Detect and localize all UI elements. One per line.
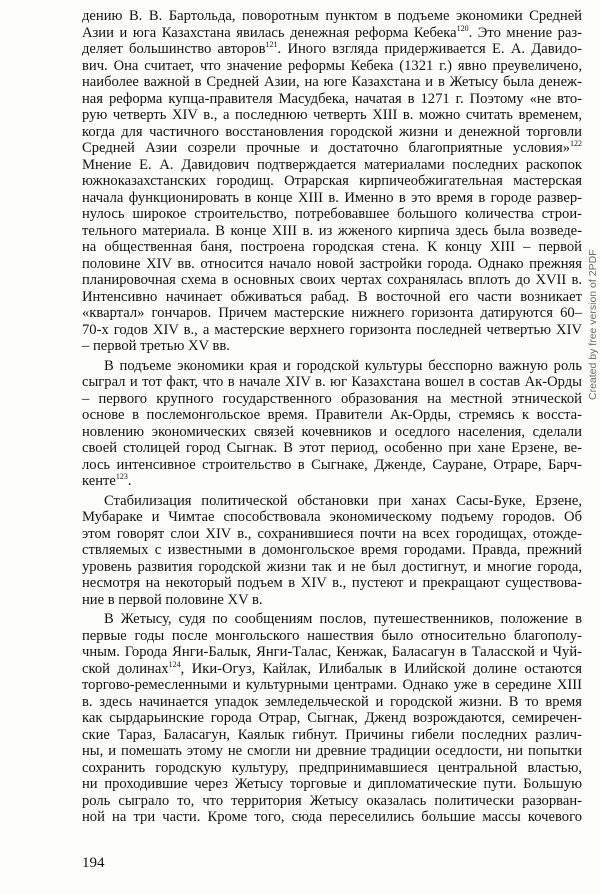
text-line: наиболее важной в Средней Азии, на юге Казахстана и в Жетысу была денеж- [82, 74, 582, 90]
text-line: 70-х годов XIV в., а мастерские верхнего горизонта последней четвертью XIV [82, 321, 582, 338]
text-line: В Жетысу, судя по сообщениям послов, путешественников, положение в [104, 611, 582, 627]
text-line: сыграл и тот факт, что в начале XIV в. юг Казахстана вошел в состав Ак-Орды [82, 374, 582, 390]
text-line: несмотря на некоторый подъем в XIV в., пустеют и прекращают существова- [82, 575, 582, 591]
footnote-ref: 123 [115, 472, 128, 482]
text-line: Стабилизация политической обстановки при ханах Сасы-Буке, Ерзене, [104, 492, 582, 509]
text-line: новлению экономических связей кочевников и оседлого населения, сделали [82, 423, 582, 440]
paragraph-1 [82, 8, 582, 355]
text-line: «квартал» гончаров. Причем мастерские нижнего горизонта датируются 60– [82, 305, 582, 321]
paragraph-4 [82, 611, 582, 826]
text-line: В подъеме экономики края и городской культуры бесспорно важную роль [104, 357, 582, 374]
paragraph-3 [82, 493, 582, 609]
text-line: этом говорят слои XIV в., сохранившиеся почти на всех городищах, отожде- [82, 525, 582, 542]
text-line: на общественная баня, построена городская стена. К концу XIII – первой [82, 239, 582, 255]
watermark-text: Created by free version of 2PDF [587, 249, 599, 400]
text-line: половине XIV вв. относится начало новой застройки города. Однако прежняя [82, 255, 582, 272]
text-line: рую четверть XIV в., а последнюю четверть XIII в. можно считать временем, [82, 107, 582, 123]
text-line: когда для частичного восстановления городской жизни и денежной торговли [82, 123, 582, 140]
text-line: лось интенсивное строительство в Сыгнаке, Дженде, Сауране, Отраре, Барч- [82, 456, 582, 473]
text-line: ствляемых с известными в домонгольское время городами. Правда, прежний [82, 542, 582, 558]
text-line: ской долинах$^{124}$, Ики-Огуз, Кайлак, Илибалык в Илийской долине остаются [82, 659, 582, 677]
text-line: в. здесь начинается упадок земледельческой и городской жизни. В то время [82, 693, 582, 710]
body-text [82, 8, 582, 826]
page-number: 194 [82, 855, 105, 871]
text-line: роль сыграло то, что территория Жетысу оказалась политически разорван- [82, 792, 582, 809]
text-line: планировочная схема в основных своих чертах сохранялась вплоть до XVII в. [82, 272, 582, 288]
text-line: Мубараке и Чимтае способствовала экономическому подъему городов. Об [82, 509, 582, 525]
text-line: ная реформа купца-правителя Масудбека, начатая в 1271 г. Поэтому «не вто- [82, 90, 582, 107]
footnote-ref: 121 [265, 40, 278, 50]
text-line: Средней Азии созрели прочные и достаточно благоприятные условия»$^{122}$ [82, 139, 582, 156]
text-line: деляет большинство авторов$^{121}$. Иного взгляда придерживается Е. А. Давидо- [82, 40, 582, 57]
text-line: ни проходившие через Жетысу торговые и дипломатические пути. Большую [82, 776, 582, 792]
text-line: уровень развития городской жизни так и не был достигнут, и многие города, [82, 558, 582, 575]
text-line: как сырдарьинские города Отрар, Сыгнак, Дженд возрождаются, семиречен- [82, 710, 582, 726]
text-line: начала функционировать в конце XIII в. Именно в это время в городе развер- [82, 189, 582, 206]
text-line: своей столицей город Сыгнак. В этот период, особенно при хане Ерзене, ве- [82, 440, 582, 456]
text-line: ние в первой половине XV в. [82, 591, 263, 608]
text-line: дению В. В. Бартольда, поворотным пунктом в подъеме экономики Средней [82, 8, 582, 24]
text-line: сохранить городскую культуру, предпринимавшиеся центральной властью, [82, 759, 582, 776]
text-line: – первого крупного государственного образования на местной этнической [82, 390, 582, 407]
text-line: нулось широкое строительство, потребовавшее большого количества строи- [82, 206, 582, 222]
text-line: вич. Она считает, что значение реформы Кебека (1321 г.) явно преувеличено, [82, 57, 582, 74]
watermark [571, 249, 600, 720]
text-line: – первой третью XV вв. [82, 338, 230, 354]
text-line: Интенсивно начинает обживаться рабад. В восточной его части возникает [82, 288, 582, 305]
text-line: ной на три части. Кроме того, сюда переселились большие массы кочевого [82, 809, 582, 825]
text-line: кенте$^{123}$. [82, 472, 132, 489]
text-line: тельного материала. В конце XIII в. из жженого кирпича здесь была возведе- [82, 222, 582, 239]
text-line: ские Тараз, Баласагун, Каялык гибнут. Причины гибели последних различ- [82, 726, 582, 743]
footnote-ref: 120 [456, 23, 469, 33]
text-line: чным. Города Янги-Балык, Янги-Талас, Кенжак, Баласагун в Таласской и Чуй- [82, 644, 582, 660]
text-line: Азии и юга Казахстана явилась денежная реформа Кебека$^{120}$. Это мнение раз- [82, 23, 582, 41]
text-line: Мнение Е. А. Давидович подтверждается материалами последних раскопок [82, 156, 582, 173]
text-line: торгово-ремесленными и культурными центрами. Однако уже в середине XIII [82, 677, 582, 693]
footnote-ref: 122 [570, 139, 582, 149]
text-line: основе в послемонгольское время. Правители Ак-Орды, стремясь к восста- [82, 407, 582, 423]
footnote-ref: 124 [168, 659, 181, 669]
text-line: ны, и помешать этому не смогли ни древние традиции оседлости, ни попытки [82, 743, 582, 759]
text-line: южноказахстанских городищ. Отрарская кирпичеобжигательная мастерская [82, 173, 582, 189]
paragraph-2 [82, 358, 582, 490]
text-line: первые годы после монгольского нашествия было относительно благополу- [82, 627, 582, 644]
